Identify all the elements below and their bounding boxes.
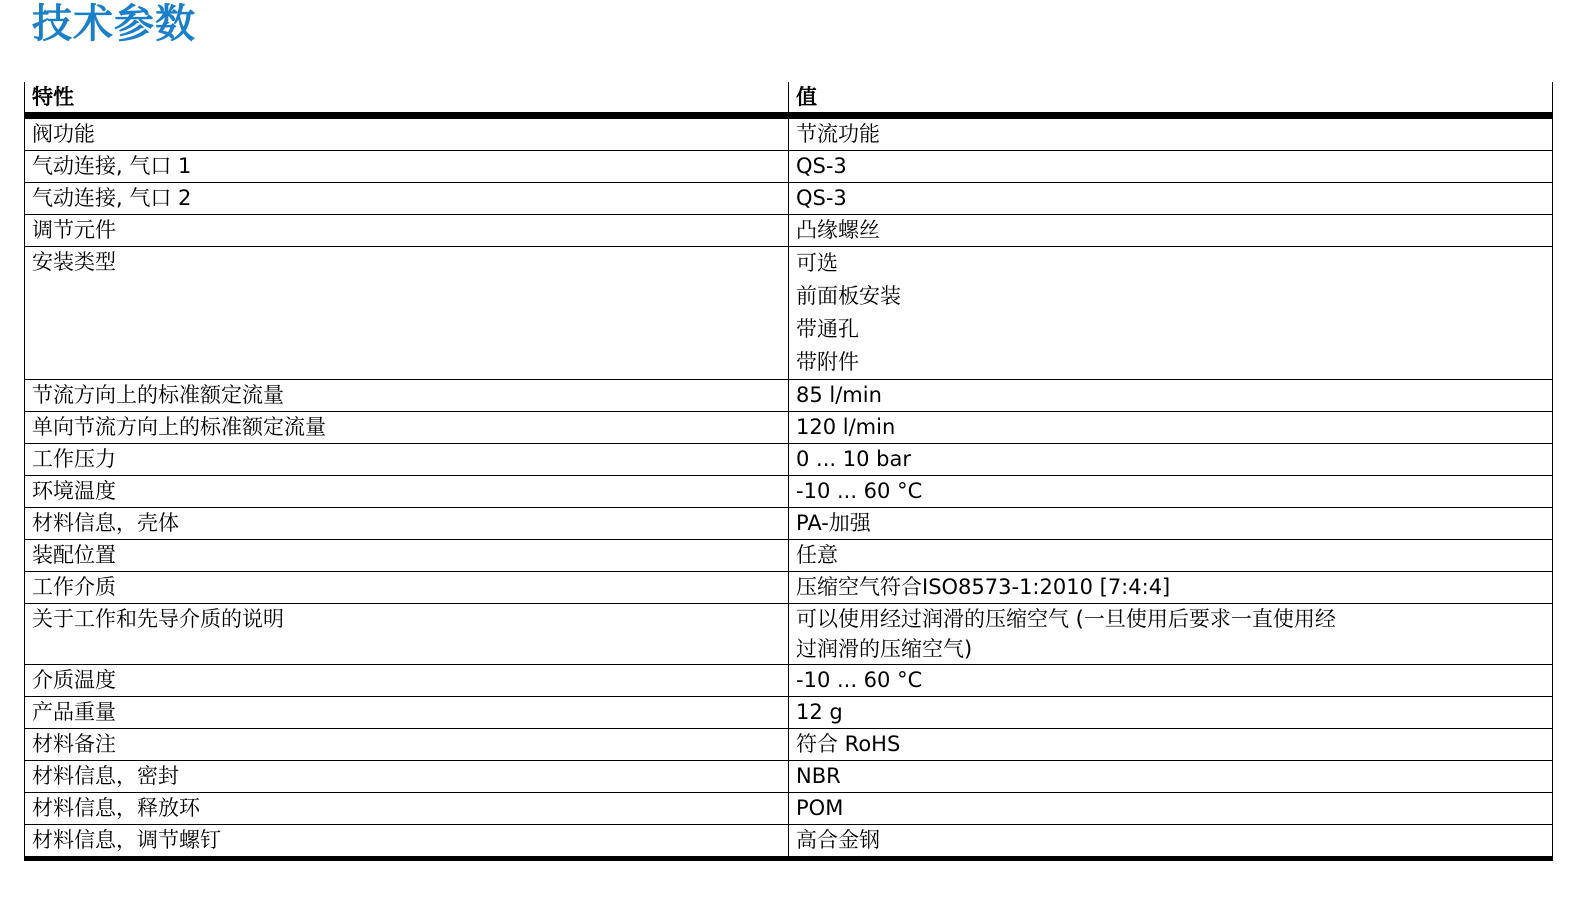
property-cell: 材料信息，壳体 — [25, 508, 789, 540]
value-cell: NBR — [789, 761, 1553, 793]
property-cell: 材料信息，密封 — [25, 761, 789, 793]
value-cell: PA-加强 — [789, 508, 1553, 540]
table-row — [25, 604, 1553, 665]
table-row — [25, 793, 1553, 825]
table-row — [25, 665, 1553, 697]
value-cell: 符合 RoHS — [789, 729, 1553, 761]
table-row — [25, 508, 1553, 540]
property-cell: 关于工作和先导介质的说明 — [25, 604, 789, 665]
table-row — [25, 247, 1553, 380]
property-cell: 装配位置 — [25, 540, 789, 572]
table-row — [25, 761, 1553, 793]
value-cell: -10 ... 60 °C — [789, 665, 1553, 697]
table-row — [25, 697, 1553, 729]
value-line: 带附件 — [796, 350, 859, 374]
table-row — [25, 215, 1553, 247]
table-row — [25, 380, 1553, 412]
table-row — [25, 412, 1553, 444]
value-cell: 85 l/min — [789, 380, 1553, 412]
property-cell: 工作介质 — [25, 572, 789, 604]
table-row — [25, 476, 1553, 508]
property-cell: 调节元件 — [25, 215, 789, 247]
value-cell — [789, 604, 1553, 665]
table-row — [25, 540, 1553, 572]
property-cell: 材料备注 — [25, 729, 789, 761]
table-row — [25, 444, 1553, 476]
value-cell: 高合金钢 — [789, 825, 1553, 859]
spec-table — [24, 82, 1553, 861]
value-cell: 12 g — [789, 697, 1553, 729]
value-cell: -10 ... 60 °C — [789, 476, 1553, 508]
column-header-property: 特性 — [25, 82, 789, 116]
value-cell: 0 ... 10 bar — [789, 444, 1553, 476]
property-cell: 节流方向上的标准额定流量 — [25, 380, 789, 412]
property-cell: 材料信息，释放环 — [25, 793, 789, 825]
value-cell: QS-3 — [789, 151, 1553, 183]
value-cell — [789, 247, 1553, 380]
table-header-row — [25, 82, 1553, 116]
property-cell: 介质温度 — [25, 665, 789, 697]
value-line: 过润滑的压缩空气) — [796, 637, 973, 661]
value-line: 带通孔 — [796, 317, 859, 341]
value-cell: 压缩空气符合ISO8573-1:2010 [7:4:4] — [789, 572, 1553, 604]
page-title: 技术参数 — [32, 1, 196, 47]
property-cell: 产品重量 — [25, 697, 789, 729]
table-row — [25, 183, 1553, 215]
table-row — [25, 729, 1553, 761]
column-header-value: 值 — [789, 82, 1553, 116]
property-cell: 气动连接, 气口 2 — [25, 183, 789, 215]
value-line: 前面板安装 — [796, 284, 901, 308]
value-cell: QS-3 — [789, 183, 1553, 215]
value-line: 可选 — [796, 251, 838, 275]
table-row — [25, 151, 1553, 183]
property-cell: 单向节流方向上的标准额定流量 — [25, 412, 789, 444]
value-cell: 凸缘螺丝 — [789, 215, 1553, 247]
property-cell: 安装类型 — [25, 247, 789, 380]
value-cell: 节流功能 — [789, 116, 1553, 151]
property-cell: 气动连接, 气口 1 — [25, 151, 789, 183]
property-cell: 环境温度 — [25, 476, 789, 508]
value-line: 可以使用经过润滑的压缩空气 (一旦使用后要求一直使用经 — [796, 607, 1336, 631]
value-cell: 任意 — [789, 540, 1553, 572]
property-cell: 材料信息，调节螺钉 — [25, 825, 789, 859]
value-cell: 120 l/min — [789, 412, 1553, 444]
table-row — [25, 572, 1553, 604]
table-row — [25, 116, 1553, 151]
property-cell: 阀功能 — [25, 116, 789, 151]
value-cell: POM — [789, 793, 1553, 825]
table-row — [25, 825, 1553, 859]
property-cell: 工作压力 — [25, 444, 789, 476]
